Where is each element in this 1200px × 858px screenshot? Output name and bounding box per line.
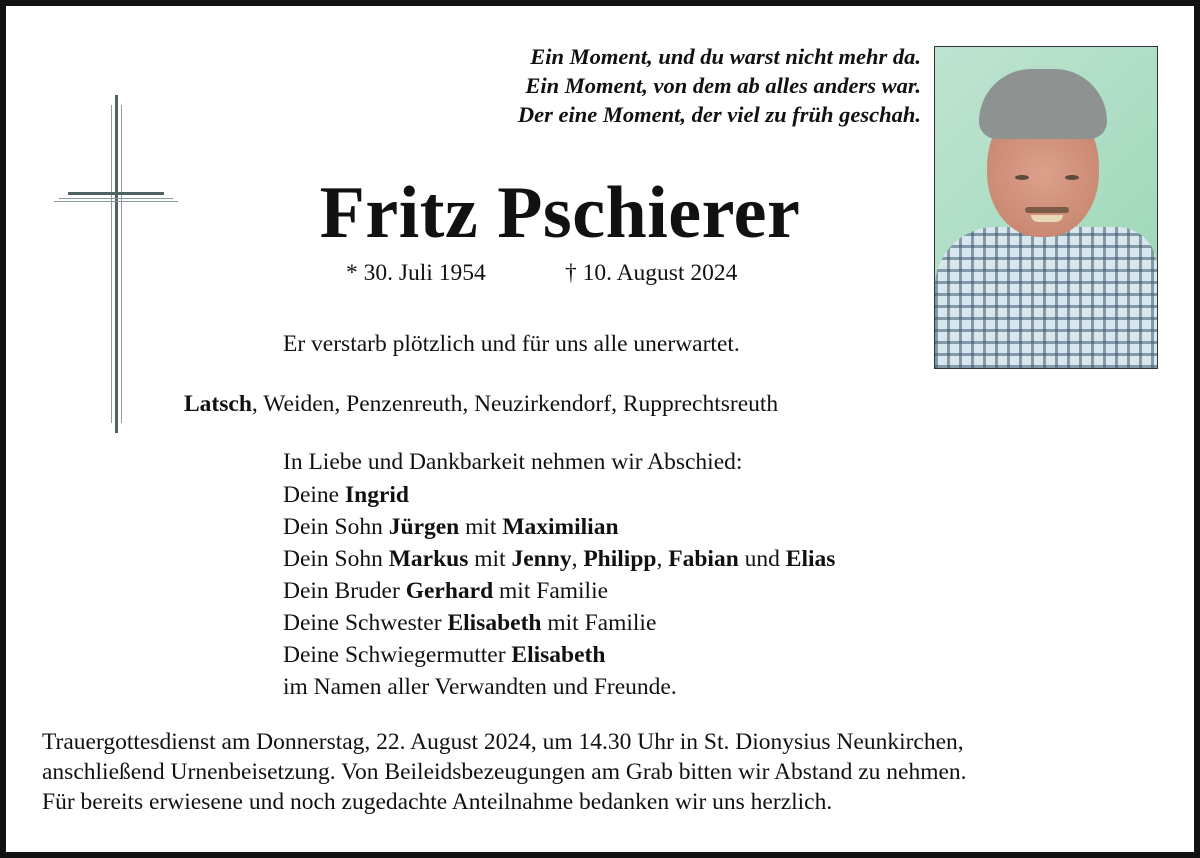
- service-line: Trauergottesdienst am Donnerstag, 22. August 2024, um 14.30 Uhr in St. Dionysius Neunkirchen,: [42, 729, 964, 755]
- poem-line: Ein Moment, von dem ab alles anders war.: [525, 73, 921, 98]
- birth-date: * 30. Juli 1954: [346, 260, 486, 286]
- service-line: Für bereits erwiesene und noch zugedachte Anteilnahme bedanken wir uns herzlich.: [42, 789, 833, 815]
- poem-line: Der eine Moment, der viel zu früh geschah.: [517, 102, 921, 127]
- mourner-line: Dein Sohn Markus mit Jenny, Philipp, Fabian und Elias: [283, 546, 836, 572]
- service-line: anschließend Urnenbeisetzung. Von Beileidsbezeugungen am Grab bitten wir Abstand zu nehmen.: [42, 759, 967, 785]
- mourner-line: Dein Bruder Gerhard mit Familie: [283, 578, 609, 604]
- mourner-line: im Namen aller Verwandten und Freunde.: [283, 674, 677, 700]
- farewell: In Liebe und Dankbarkeit nehmen wir Abschied:: [283, 449, 743, 475]
- mourner-line: Deine Ingrid: [283, 482, 409, 508]
- statement: Er verstarb plötzlich und für uns alle unerwartet.: [283, 331, 740, 357]
- poem: [518, 42, 921, 129]
- place-home: Latsch: [184, 391, 252, 417]
- poem-line: Ein Moment, und du warst nicht mehr da.: [530, 44, 921, 69]
- places: [184, 389, 778, 419]
- mourner-line: Dein Sohn Jürgen mit Maximilian: [283, 514, 619, 540]
- mourner-line: Deine Schwester Elisabeth mit Familie: [283, 610, 657, 636]
- places-rest: , Weiden, Penzenreuth, Neuzirkendorf, Rupprechtsreuth: [251, 391, 779, 417]
- mourner-line: Deine Schwiegermutter Elisabeth: [283, 642, 606, 668]
- deceased-name: Fritz Pschierer: [319, 172, 801, 254]
- portrait-photo: [934, 46, 1158, 369]
- death-date: † 10. August 2024: [565, 260, 738, 286]
